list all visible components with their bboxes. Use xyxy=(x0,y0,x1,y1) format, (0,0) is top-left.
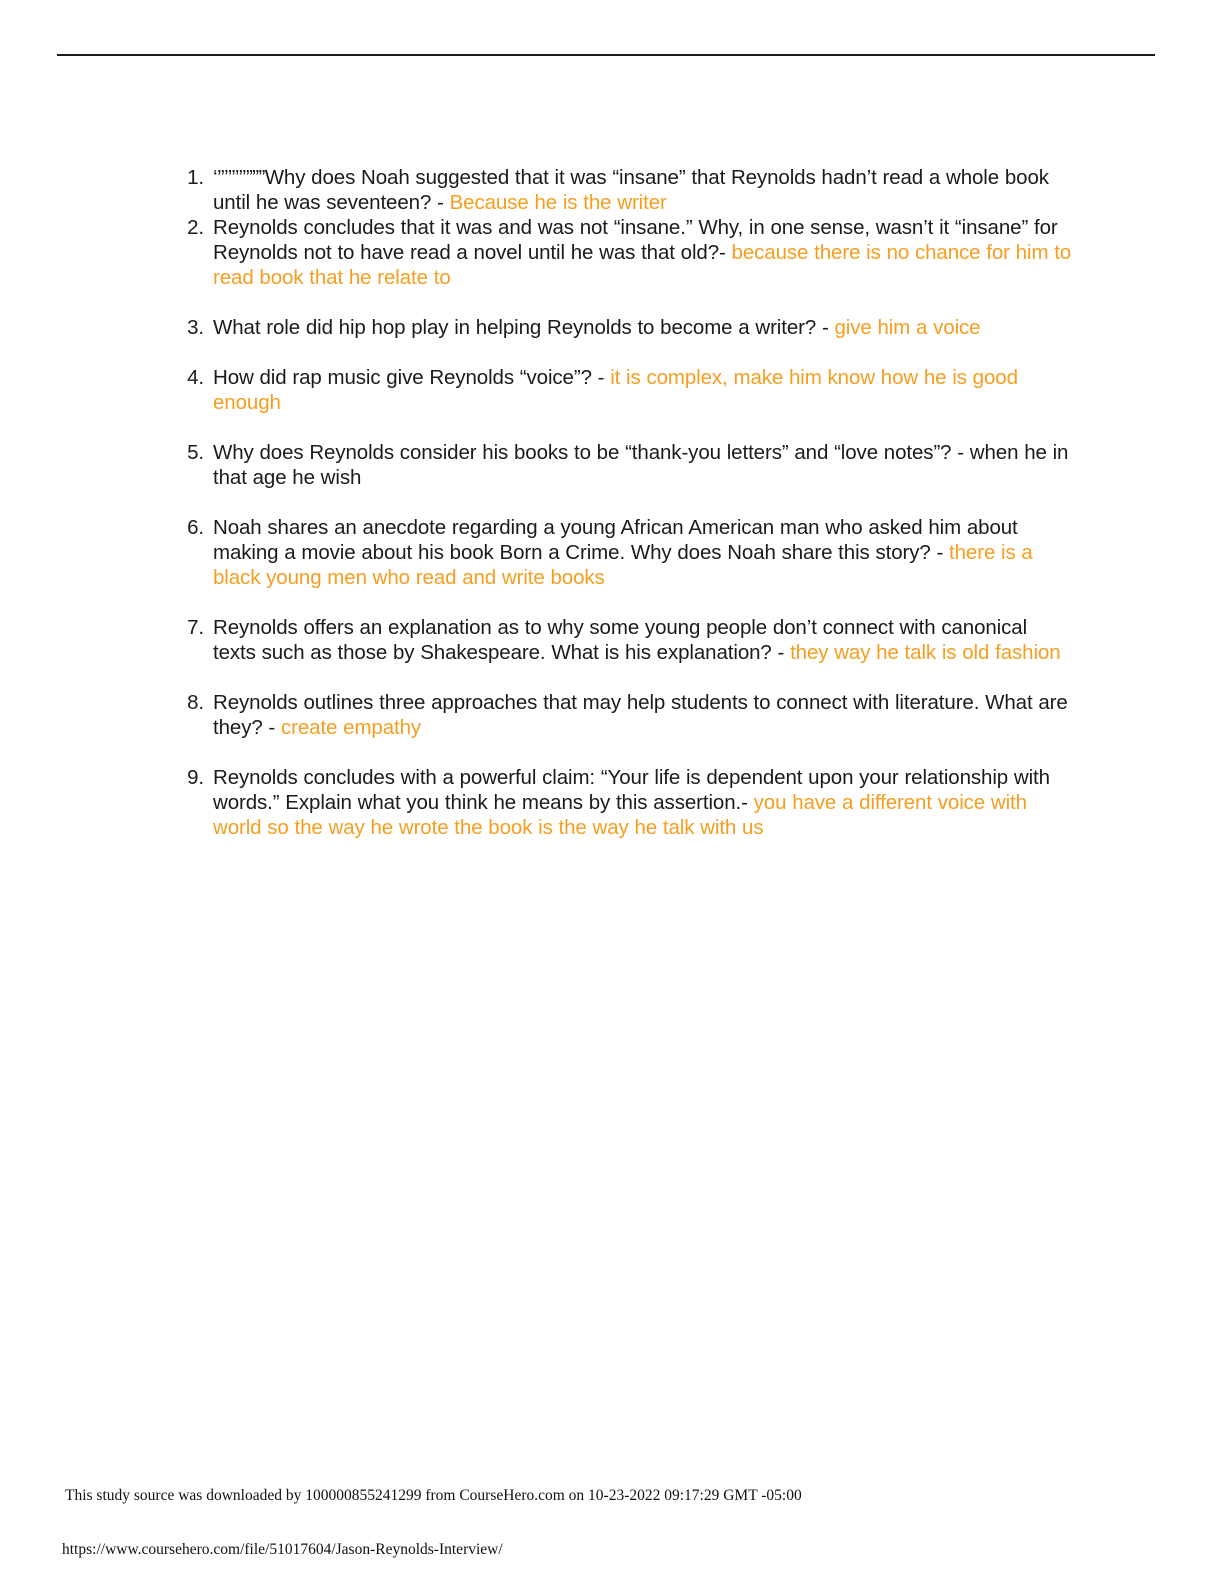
question-text: Reynolds offers an explanation as to why some young people don’t connect with canonical texts such as those by Shakespeare. What is his explanation? - xyxy=(213,616,1028,664)
answer-text: Because he is the writer xyxy=(449,191,667,214)
answer-text: give him a voice xyxy=(834,316,981,339)
question-text: Reynolds outlines three approaches that may help students to connect with literature. What are they? - xyxy=(213,691,1068,739)
question-number: 2. xyxy=(187,216,204,239)
source-url: https://www.coursehero.com/file/51017604/Jason-Reynolds-Interview/ xyxy=(62,1541,503,1558)
answer-text: it is complex, make him know how he is good enough xyxy=(213,366,1018,414)
question-text: Reynolds concludes that it was and was not “insane.” Why, in one sense, wasn’t it “insane” for Reynolds not to have read a novel until he was that old?- xyxy=(213,216,1058,264)
question-item xyxy=(168,690,1074,740)
download-notice: This study source was downloaded by 100000855241299 from CourseHero.com on 10-23-2022 09:17:29 GMT -05:00 xyxy=(65,1487,802,1504)
question-text: Reynolds concludes with a powerful claim: “Your life is dependent upon your relationship with words.” Explain what you think he means by this assertion.- xyxy=(213,766,1050,814)
question-item xyxy=(168,615,1074,665)
answer-text: you have a different voice with world so the way he wrote the book is the way he talk with us xyxy=(213,791,1027,839)
question-text: Why does Noah suggested that it was “insane” that Reynolds hadn’t read a whole book until he was seventeen? - xyxy=(213,166,1049,214)
question-item xyxy=(168,315,1074,340)
question-text: How did rap music give Reynolds “voice”? - xyxy=(213,366,611,389)
question-number: 9. xyxy=(187,766,204,789)
question-text: Noah shares an anecdote regarding a young African American man who asked him about making a movie about his book Born a Crime. Why does Noah share this story? - xyxy=(213,516,1018,564)
question-text: What role did hip hop play in helping Reynolds to become a writer? - xyxy=(213,316,835,339)
question-number: 4. xyxy=(187,366,204,389)
answer-text: when he in that age he wish xyxy=(213,441,1069,489)
answer-text: because there is no chance for him to read book that he relate to xyxy=(213,241,1072,289)
question-item xyxy=(168,215,1074,290)
question-item xyxy=(168,765,1074,840)
answer-text: there is a black young men who read and write books xyxy=(213,541,1033,589)
question-number: 7. xyxy=(187,616,204,639)
answer-text: they way he talk is old fashion xyxy=(790,641,1061,664)
question-number: 6. xyxy=(187,516,204,539)
question-item xyxy=(168,515,1074,590)
answer-text: create empathy xyxy=(280,716,422,739)
question-number: 5. xyxy=(187,441,204,464)
question-number: 3. xyxy=(187,316,204,339)
question-number: 1. xyxy=(187,166,204,189)
header-rule xyxy=(57,54,1155,56)
question-item xyxy=(168,440,1074,490)
question-item xyxy=(168,365,1074,415)
question-answer-list xyxy=(168,165,1074,840)
question-number: 8. xyxy=(187,691,204,714)
question-text: Why does Reynolds consider his books to be “thank-you letters” and “love notes”? - xyxy=(213,441,970,464)
question-item xyxy=(168,165,1074,215)
stray-quote-marks: ‘’’’’’’’’””” xyxy=(213,166,265,189)
